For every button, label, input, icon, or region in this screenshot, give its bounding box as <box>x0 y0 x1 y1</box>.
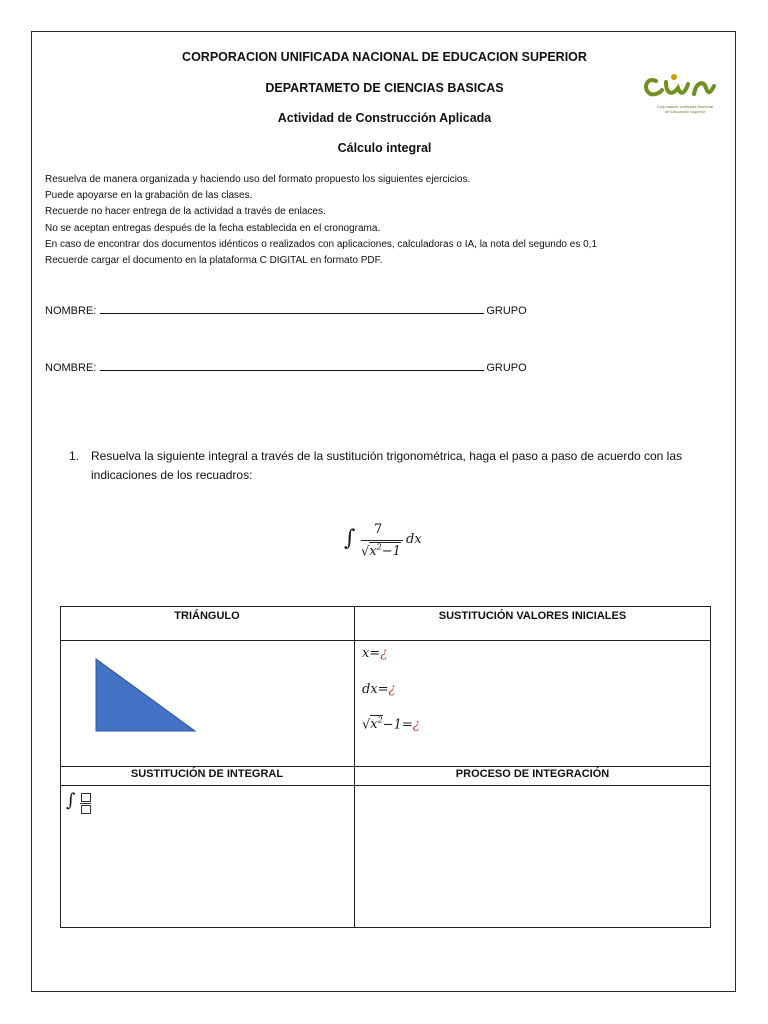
placeholder-box-denominator <box>81 805 91 814</box>
instruction-line: Recuerde no hacer entrega de la actividad a través de enlaces. <box>45 206 326 218</box>
group-label: GRUPO <box>486 362 527 374</box>
work-table <box>60 606 711 928</box>
course-title: Cálculo integral <box>337 141 432 155</box>
question-number: 1. <box>69 449 80 463</box>
integral-sign: ∫ <box>344 526 356 551</box>
instruction-line: Recuerde cargar el documento en la plataforma C DIGITAL en formato PDF. <box>45 255 383 267</box>
x-value-field[interactable]: x=¿ <box>362 646 388 661</box>
name-label: NOMBRE: <box>45 305 97 317</box>
document-page <box>31 31 736 992</box>
instruction-line: En caso de encontrar dos documentos idénticos o realizados con aplicaciones, calculadoras o IA, la nota del segundo es 0,1 <box>45 238 598 250</box>
name-label: NOMBRE: <box>45 362 97 374</box>
integral-numerator: 7 <box>374 522 383 537</box>
question-text: Resuelva la siguiente integral a través de la sustitución trigonométrica, haga el paso a paso de acuerdo con las indicaciones de los recuadros: <box>91 449 683 482</box>
logo-subtitle: Corporación Unificada Nacional de Educación Superior <box>656 104 714 114</box>
placeholder-fraction-bar <box>80 803 91 804</box>
integral-denominator: $√x^2-1$ <box>361 543 401 560</box>
group-label: GRUPO <box>486 305 527 317</box>
initial-values-header: SUSTITUCIÓN VALORES INICIALES <box>438 610 627 622</box>
name-row-1 <box>45 303 527 317</box>
instructions-list <box>45 172 725 269</box>
instruction-line: Resuelva de manera organizada y haciendo uso del formato propuesto los siguientes ejercicios. <box>45 174 471 185</box>
activity-title: Actividad de Construcción Aplicada <box>277 111 492 125</box>
integral-expression <box>344 522 444 572</box>
institution-title: CORPORACION UNIFICADA NACIONAL DE EDUCACION SUPERIOR <box>182 50 587 64</box>
instruction-line: No se aceptan entregas después de la fecha establecida en el cronograma. <box>45 222 381 234</box>
triangle-header: TRIÁNGULO <box>174 610 240 622</box>
cun-logo-graphic <box>640 72 730 104</box>
placeholder-box-numerator <box>81 793 91 802</box>
cun-logo <box>640 72 730 122</box>
name-row-2 <box>45 360 527 374</box>
integral-substitution-field[interactable] <box>66 790 106 820</box>
dx-value-field[interactable]: dx=¿ <box>362 682 396 697</box>
right-triangle-shape[interactable] <box>95 658 197 732</box>
name-field-2[interactable] <box>100 360 484 371</box>
integration-process-field[interactable] <box>356 787 708 925</box>
name-field-1[interactable] <box>100 303 484 314</box>
sqrt-value-field[interactable]: $√x^2-1=¿$ <box>362 716 420 733</box>
integral-differential: dx <box>406 532 422 547</box>
fraction-bar <box>361 540 403 541</box>
integral-substitution-header: SUSTITUCIÓN DE INTEGRAL <box>130 768 284 780</box>
department-title: DEPARTAMETO DE CIENCIAS BASICAS <box>265 81 504 95</box>
instruction-line: Puede apoyarse en la grabación de las clases. <box>45 190 253 202</box>
integration-process-header: PROCESO DE INTEGRACIÓN <box>455 768 610 780</box>
integral-sign-small: ∫ <box>66 790 76 811</box>
